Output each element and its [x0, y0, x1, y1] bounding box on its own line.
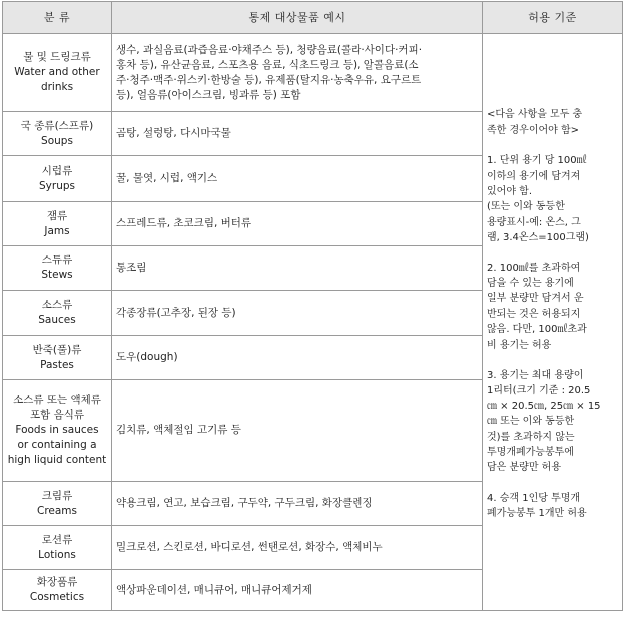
criteria-line: ㎝ 또는 이와 동등한 — [487, 416, 575, 428]
header-examples: 통제 대상물품 예시 — [112, 2, 483, 34]
category-cell — [3, 202, 112, 246]
criteria-line: 담을 수 있는 용기에 — [487, 277, 574, 289]
criteria-item-4 — [487, 491, 618, 522]
category-en: Jams — [44, 224, 70, 237]
category-cell — [3, 291, 112, 336]
category-en: Lotions — [38, 548, 76, 561]
category-en: Soups — [41, 134, 73, 147]
category-cell — [3, 380, 112, 482]
criteria-line: 담은 분량만 허용 — [487, 462, 561, 474]
example-line: 주·청주·맥주·위스키·한방술 등), 유제품(탈지유·농축우유, 요구르트 — [116, 73, 422, 86]
criteria-line: 1. 단위 용기 당 100㎖ — [487, 155, 587, 167]
criteria-line: 비 용기는 허용 — [487, 339, 552, 351]
category-en: Water and other — [14, 66, 100, 78]
examples-cell: 곰탕, 설렁탕, 다시마국물 — [112, 112, 483, 156]
category-en: Sauces — [38, 314, 76, 326]
category-cell — [3, 526, 112, 570]
criteria-item-3 — [487, 368, 618, 476]
example-line: 홍차 등), 유산균음료, 스포츠용 음료, 식초드링크 등), 알콜음료(소 — [116, 58, 419, 71]
header-criteria: 허용 기준 — [483, 2, 623, 34]
criteria-line: 램, 3.4온스=100그램) — [487, 232, 589, 244]
examples-cell — [112, 34, 483, 112]
category-cell — [3, 336, 112, 380]
examples-cell: 통조림 — [112, 246, 483, 291]
category-cell — [3, 112, 112, 156]
category-ko: 로션류 — [41, 533, 73, 546]
category-en: or containing a — [17, 439, 97, 451]
example-line: 생수, 과실음료(과즙음료·야채주스 등), 청량음료(콜라·사이다·커피· — [116, 43, 423, 56]
criteria-cell — [483, 34, 623, 611]
criteria-line: 반되는 것은 허용되지 — [487, 308, 581, 320]
category-en: Foods in sauces — [15, 424, 99, 436]
category-en: drinks — [40, 81, 74, 93]
category-ko: 스튜류 — [41, 254, 73, 266]
category-ko: 국 종류(스프류) — [20, 119, 94, 132]
table-row — [3, 34, 623, 112]
criteria-line: 족한 경우이어야 함> — [487, 124, 580, 136]
category-ko: 물 및 드링크류 — [23, 51, 91, 63]
criteria-item-2 — [487, 261, 618, 353]
examples-cell: 액상파운데이션, 매니큐어, 매니큐어제거제 — [112, 570, 483, 611]
category-ko: 화장품류 — [36, 576, 78, 588]
category-en: Creams — [36, 504, 77, 517]
criteria-line: 폐가능봉투 1개만 허용 — [487, 508, 587, 520]
examples-cell: 밀크로션, 스킨로션, 바디로션, 썬탠로션, 화장수, 액체비누 — [112, 526, 483, 570]
examples-cell: 꿀, 물엿, 시럽, 액기스 — [112, 156, 483, 202]
category-ko: 시럽류 — [41, 164, 73, 177]
criteria-line: 이하의 용기에 담겨져 — [487, 170, 581, 182]
category-en: high liquid content — [7, 454, 107, 466]
criteria-line: 일부 분량만 담겨서 운 — [487, 293, 584, 305]
criteria-line: 것)를 초과하지 않는 — [487, 431, 575, 443]
category-ko: 소스류 또는 액체류 — [13, 394, 101, 406]
liquids-rules-table — [2, 1, 623, 611]
examples-cell: 김치류, 액체절임 고기류 등 — [112, 380, 483, 482]
header-row — [3, 2, 623, 34]
examples-cell: 각종장류(고추장, 된장 등) — [112, 291, 483, 336]
category-en: Stews — [41, 269, 73, 281]
category-cell — [3, 570, 112, 611]
criteria-line: 1리터(크기 기준 : 20.5 — [487, 385, 591, 397]
category-cell — [3, 482, 112, 526]
category-ko: 포함 음식류 — [29, 409, 85, 421]
category-en: Syrups — [39, 179, 75, 192]
criteria-line: 있어야 함. — [487, 185, 532, 197]
examples-cell: 약용크림, 연고, 보습크림, 구두약, 구두크림, 화장클렌징 — [112, 482, 483, 526]
category-ko: 반죽(풀)류 — [32, 343, 82, 356]
category-cell — [3, 246, 112, 291]
criteria-item-1 — [487, 153, 618, 245]
criteria-line: 투명개폐가능봉투에 — [487, 447, 574, 459]
examples-cell: 스프레드류, 초코크림, 버터류 — [112, 202, 483, 246]
criteria-line: 3. 용기는 최대 용량이 — [487, 370, 584, 382]
category-cell — [3, 156, 112, 202]
criteria-intro — [487, 107, 618, 138]
header-category: 분 류 — [3, 2, 112, 34]
criteria-line: <다음 사항을 모두 충 — [487, 109, 583, 121]
criteria-line: 않음. 다만, 100㎖초과 — [487, 324, 587, 336]
examples-cell: 도우(dough) — [112, 336, 483, 380]
criteria-line: 2. 100㎖를 초과하여 — [487, 262, 581, 274]
criteria-line: 4. 승객 1인당 투명개 — [487, 492, 581, 504]
criteria-line: 용량표시-예: 온스, 그 — [487, 216, 581, 228]
criteria-line: (또는 이와 동등한 — [487, 201, 565, 213]
category-en: Pastes — [40, 358, 74, 371]
example-line: 등), 얼음류(아이스크림, 빙과류 등) 포함 — [116, 88, 301, 101]
category-en: Cosmetics — [29, 591, 85, 603]
category-cell — [3, 34, 112, 112]
category-ko: 크림류 — [41, 489, 73, 502]
criteria-line: ㎝ × 20.5㎝, 25㎝ × 15 — [487, 400, 601, 412]
category-ko: 소스류 — [41, 299, 73, 311]
category-ko: 잼류 — [46, 209, 68, 222]
